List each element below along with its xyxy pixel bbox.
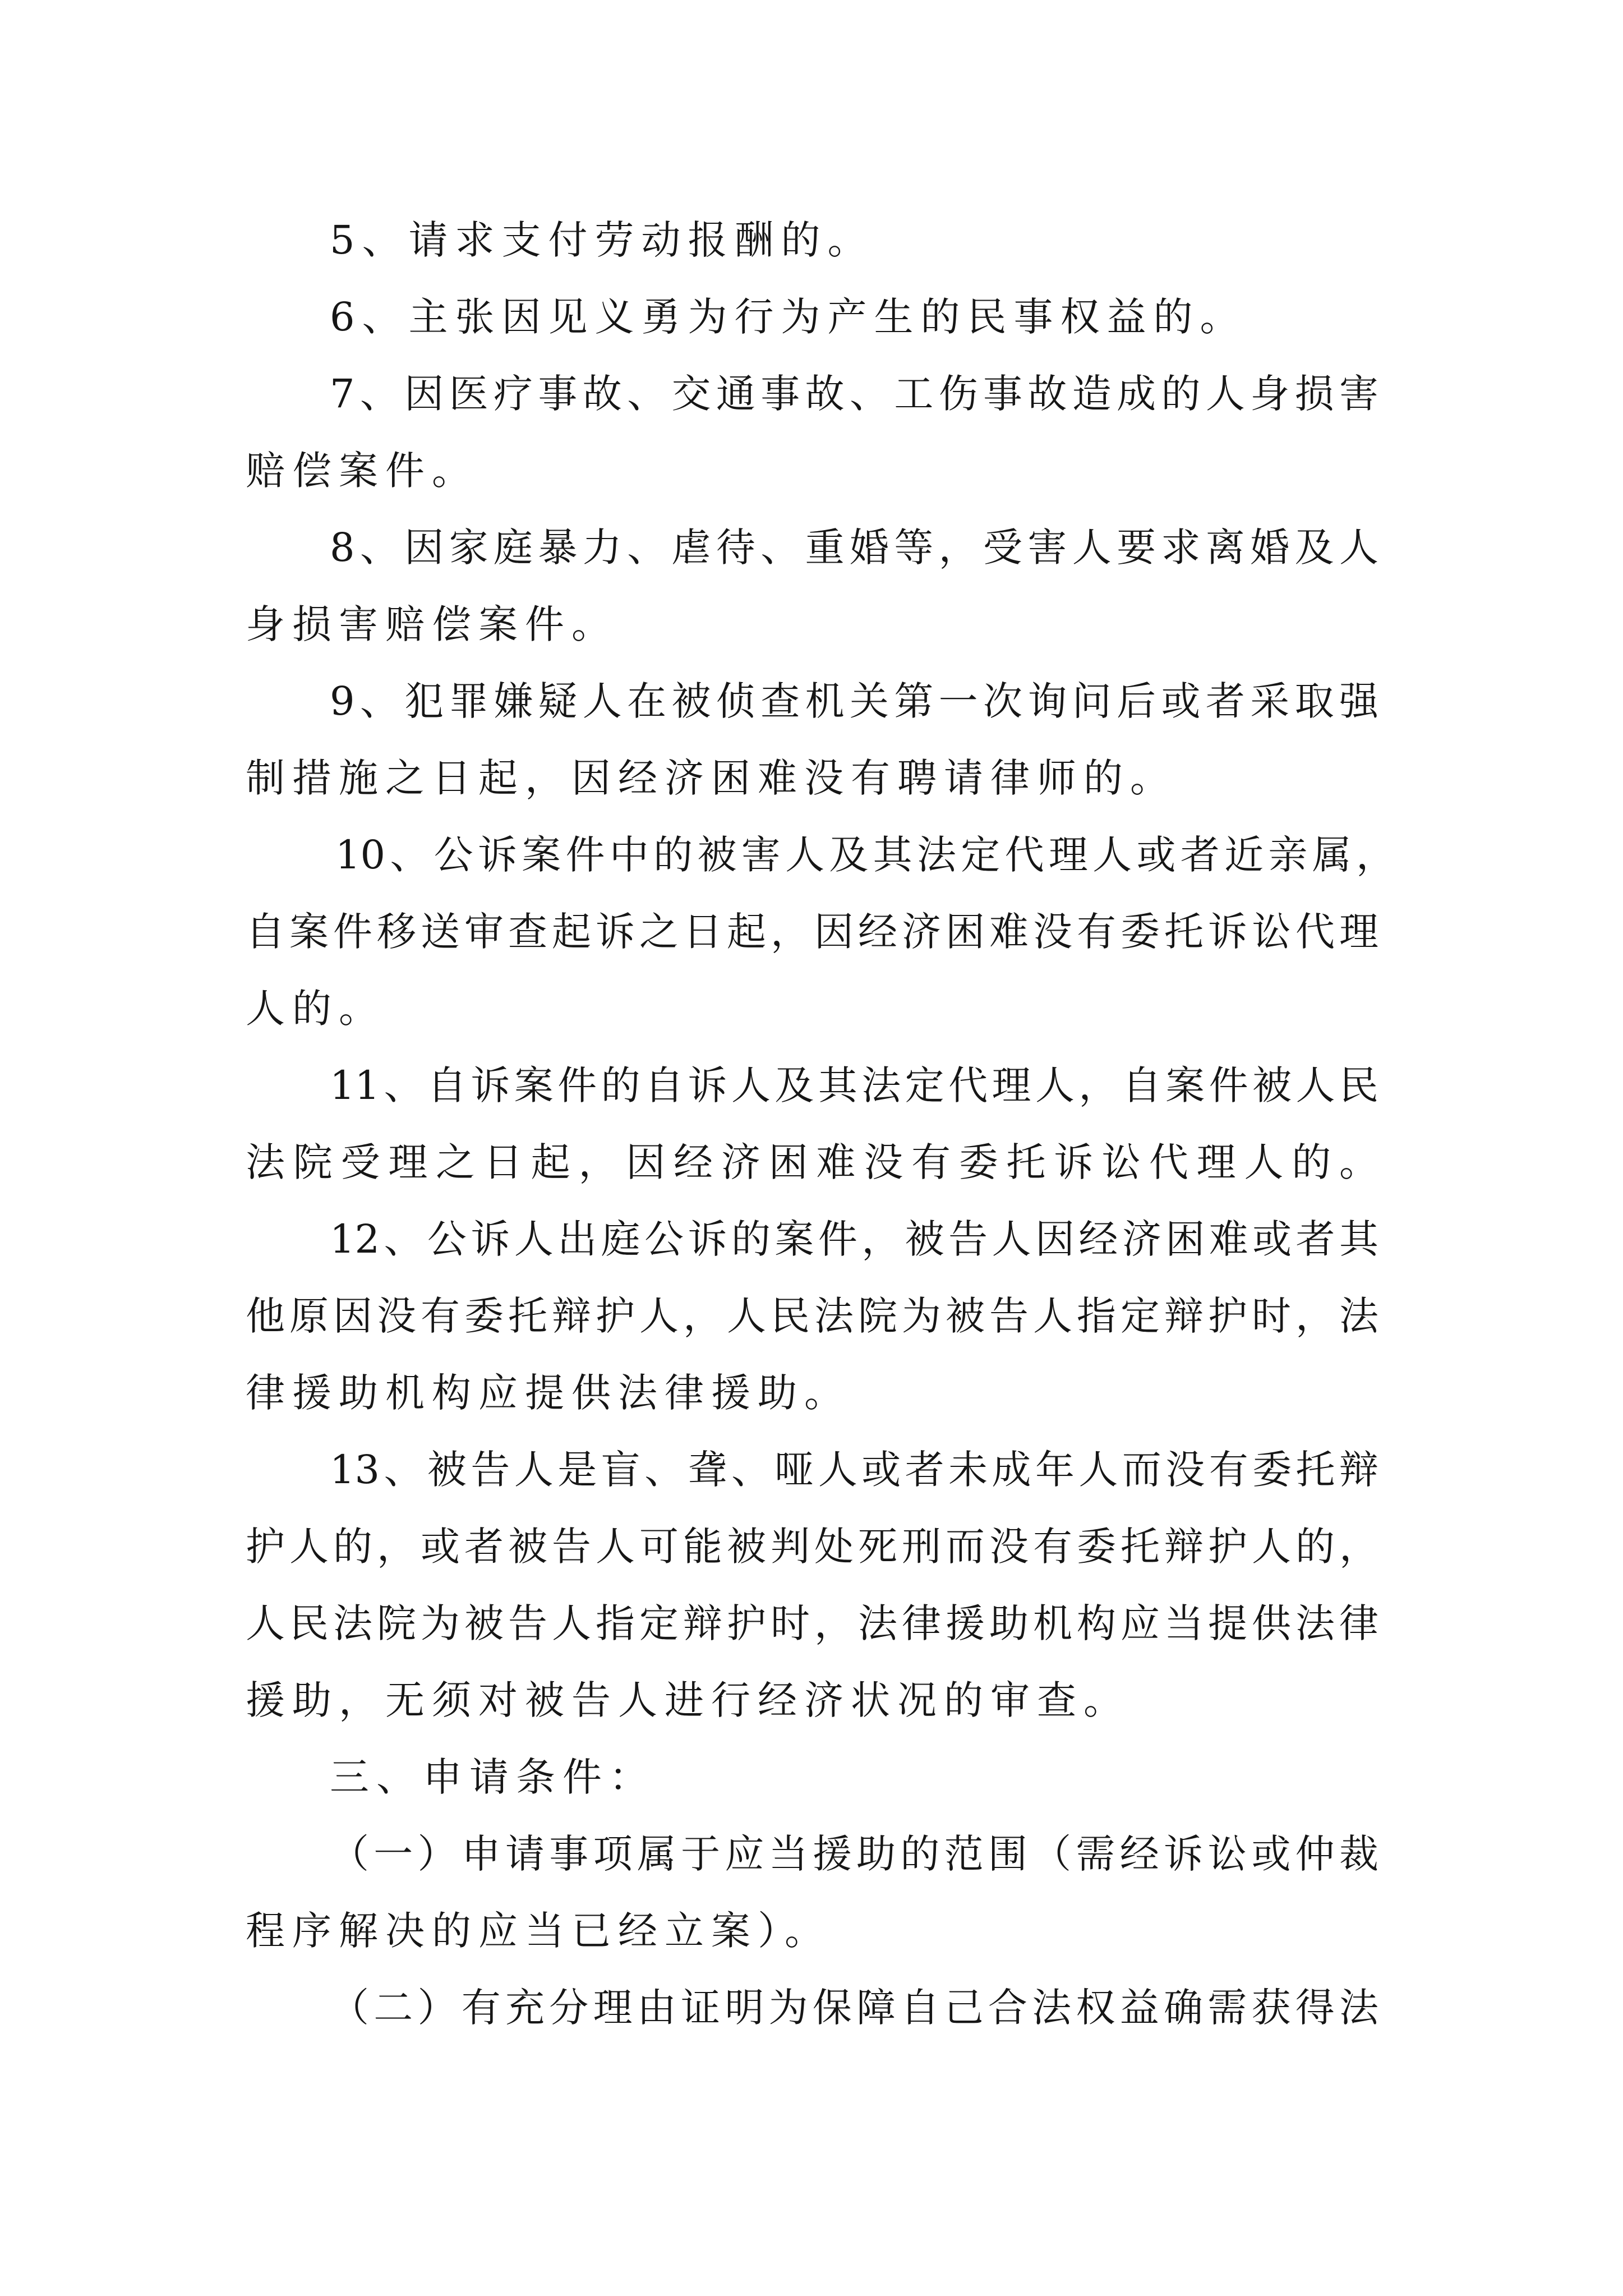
- text-line: 11、自诉案件的自诉人及其法定代理人，自案件被人民: [330, 1062, 1378, 1108]
- text-line: （一）申请事项属于应当援助的范围（需经诉讼或仲裁: [330, 1831, 1378, 1877]
- text-line: 护人的，或者被告人可能被判处死刑而没有委托辩护人的，: [246, 1524, 1378, 1570]
- section-heading: 三、申请条件：: [330, 1754, 656, 1800]
- text-line: 律援助机构应提供法律援助。: [246, 1370, 851, 1416]
- text-line: 赔偿案件。: [246, 448, 478, 494]
- text-line: 10、公诉案件中的被害人及其法定代理人或者近亲属，: [335, 832, 1395, 878]
- text-line: 人的。: [246, 986, 385, 1032]
- text-line: 法院受理之日起，因经济困难没有委托诉讼代理人的。: [246, 1139, 1378, 1185]
- text-line: 援助，无须对被告人进行经济状况的审查。: [246, 1677, 1130, 1723]
- text-line: 13、被告人是盲、聋、哑人或者未成年人而没有委托辩: [330, 1447, 1378, 1493]
- text-line: 7、因医疗事故、交通事故、工伤事故造成的人身损害: [330, 371, 1378, 417]
- text-line: 6、主张因见义勇为行为产生的民事权益的。: [330, 294, 1247, 340]
- text-line: 5、请求支付劳动报酬的。: [330, 217, 874, 263]
- text-line: 8、因家庭暴力、虐待、重婚等，受害人要求离婚及人: [330, 524, 1378, 570]
- text-line: 他原因没有委托辩护人，人民法院为被告人指定辩护时，法: [246, 1293, 1378, 1339]
- text-line: 9、犯罪嫌疑人在被侦查机关第一次询问后或者采取强: [330, 678, 1378, 724]
- text-line: （二）有充分理由证明为保障自己合法权益确需获得法: [330, 1985, 1378, 2031]
- text-line: 身损害赔偿案件。: [246, 601, 618, 647]
- text-line: 12、公诉人出庭公诉的案件，被告人因经济困难或者其: [330, 1216, 1378, 1262]
- text-line: 自案件移送审查起诉之日起，因经济困难没有委托诉讼代理: [246, 909, 1378, 955]
- text-line: 人民法院为被告人指定辩护时，法律援助机构应当提供法律: [246, 1600, 1378, 1646]
- text-line: 程序解决的应当已经立案）。: [246, 1908, 831, 1954]
- text-line: 制措施之日起，因经济困难没有聘请律师的。: [246, 755, 1177, 801]
